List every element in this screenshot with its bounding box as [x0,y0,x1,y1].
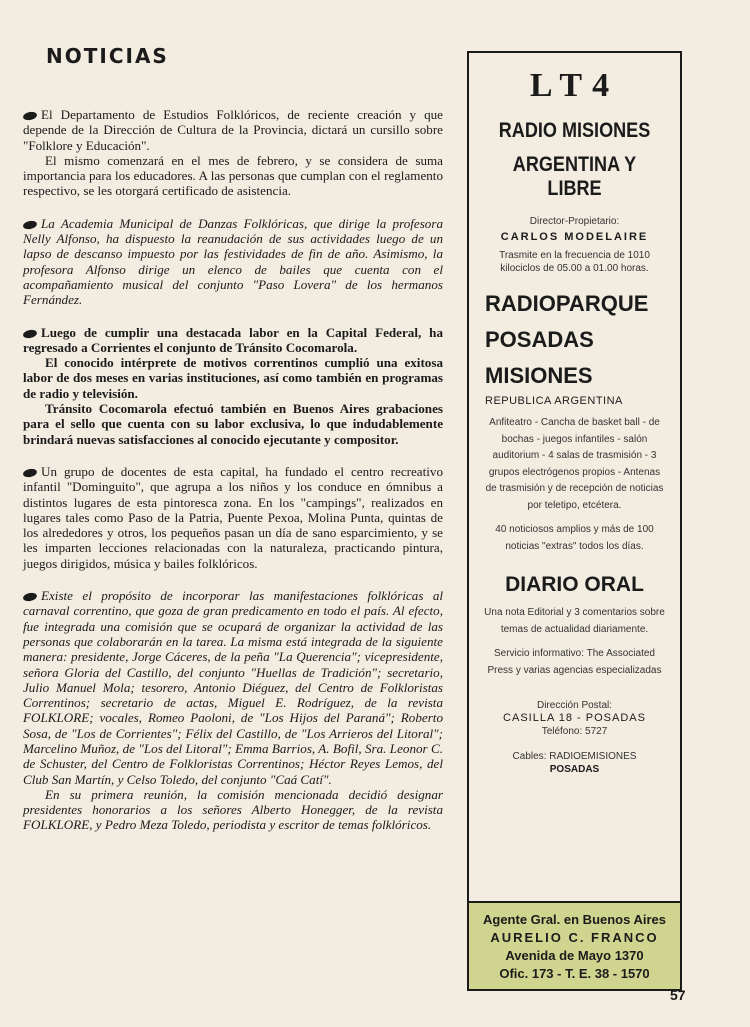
news-item-cocomarola [23,325,443,447]
news-item-dominguito [23,464,443,571]
radioparque-province: MISIONES [485,363,593,388]
news-count-text: 40 noticiosos amplios y más de 100 noticias "extras" todos los días. [495,524,654,552]
agent-address: Avenida de Mayo 1370 [505,948,644,963]
bullet-icon [22,468,37,479]
station-slogan: ARGENTINA Y LIBRE [512,153,637,200]
facilities-text: Anfiteatro - Cancha de basket ball - de bochas - juegos infantiles - salón auditorium - 4 salas de trasmisión - 3 grupos electrógenos propios - Antenas de trasmisión y de recepción de noticias por teletipo, etcétera. [485,417,664,511]
agent-banner [469,901,680,989]
section-title: NOTICIAS [46,44,169,68]
postal-label: Dirección Postal: [536,700,613,711]
director-label: Director-Propietario: [529,216,620,227]
diario-oral-title: DIARIO ORAL [505,573,644,596]
news-paragraph: Luego de cumplir una destacada labor en la Capital Federal, ha regresado a Corrientes el conjunto de Tránsito Cocomarola. [23,324,443,355]
transmission-info: Trasmite en la frecuencia de 1010 kilociclos de 05.00 a 01.00 horas. [499,250,650,274]
phone-number: Teléfono: 5727 [541,726,608,737]
news-paragraph: La Academia Municipal de Danzas Folklóricas, que dirige la profesora Nelly Alfonso, ha dispuesto la reanudación de sus actividades luego de un lapso de descanso impuesto por las festividades de fin de año. Asimismo, la profesora Alfonso dirige un elenco de bailes que cuenta con el acompañamiento musical del conjunto "Paso Lovera" de los hermanos Fernández. [23,215,443,308]
radioparque-city: POSADAS [485,327,594,352]
cables-city: POSADAS [549,764,600,775]
service-text: Servicio informativo: The Associated Press y varias agencias especializadas [487,648,662,676]
news-paragraph: El Departamento de Estudios Folklóricos, de reciente creación y que depende de la Dirección de Cultura de la Provincia, dictará un cursillo sobre "Folklore y Educación". [23,107,443,153]
news-item-carnival-commission [23,588,443,833]
agent-name: AURELIO C. FRANCO [490,930,659,945]
station-callsign: LT4 [529,67,620,104]
bullet-icon [22,111,37,122]
country-label: REPUBLICA ARGENTINA [485,395,623,407]
news-paragraph: El mismo comenzará en el mes de febrero, y se considera de suma importancia para los educadores. A las personas que cumplan con el reglamento respectivo, se les otorgará certificado de asistencia. [23,152,443,199]
news-column [23,107,443,850]
news-item-dance-academy [23,216,443,308]
bullet-icon [22,219,37,230]
editorial-text: Una nota Editorial y 3 comentarios sobre temas de actualidad diariamente. [484,607,665,635]
news-paragraph: El conocido intérprete de motivos correntinos cumplió una exitosa labor de dos meses en varias instituciones, así como también en programas de radio y televisión. [23,355,443,401]
bullet-icon [22,328,37,339]
news-paragraph: Existe el propósito de incorporar las manifestaciones folklóricas al carnaval correntino, que goza de gran predicamento en todo el país. Al efecto, fue integrada una comisión que se ocupará de organizar la actividad de las personas que colaborarán en la tarea. La misma está integrada de la siguiente manera: presidente, Jorge Cáceres, de la peña "La Querencia"; vicepresidente, señora Gloria del Castillo, del conjunto "Huellas de Tradición"; secretario, Julio Manuel Mola; tesorero, Antonio Diéguez, del Centro de Folkloristas Correntinos; secretario de actas, Miguel E. Rodríguez, de la revista FOLKLORE; vocales, Romeo Paoloni, de "Los Hijos del Paraná"; Roberto Sosa, de "Los de Corrientes"; Félix del Castillo, de "Los Arrieros del Litoral"; Marcelino Muñoz, de "Los del Litoral"; Emma Barrios, A. Bofil, Sra. Leonor C. de Schuster, del Centro de Folkloristas Correntinos; Héctor Reyes Lemos, del Club San Martín, y Celso Toledo, del conjunto "Caá Catí". [23,588,443,787]
page-number: 57 [670,987,686,1003]
station-name: RADIO MISIONES [498,119,651,142]
agent-office: Ofic. 173 - T. E. 38 - 1570 [499,966,650,981]
cables-label: Cables: RADIOEMISIONES [512,751,637,762]
bullet-icon [22,592,37,603]
news-item-folklore-course [23,107,443,199]
news-paragraph: Tránsito Cocomarola efectuó también en Buenos Aires grabaciones para el sello que cuenta con su labor exclusiva, lo que indudablemente brindará nuevas satisfacciones al conocido ejecutante y compositor. [23,401,443,447]
news-paragraph: Un grupo de docentes de esta capital, ha fundado el centro recreativo infantil "Dominguito", que agrupa a los niños y los conduce en ómnibus a distintos lugares de esta pintoresca zona. En los "campings", realizados en lugares tales como Paso de la Patria, Puente Pexoa, Molina Punta, quintas de los alrededores y otros, los pequeños pasan un día de sano esparcimiento, y se les imparten lecciones relacionadas con la naturaleza, practicando pintura, juegos dirigidos, música y bailes folklóricos. [23,463,443,571]
director-name: CARLOS MODELAIRE [500,231,649,243]
radioparque-title: RADIOPARQUE [485,291,649,316]
agent-title: Agente Gral. en Buenos Aires [482,912,666,927]
radio-advertisement [467,51,682,991]
news-paragraph: En su primera reunión, la comisión mencionada decidió designar presidentes honorarios a los señores Alberto Honegger, de la revista FOLKLORE, y Pedro Meza Toledo, periodista y escritor de temas folklóricos. [23,786,443,833]
postal-address: CASILLA 18 - POSADAS [503,712,646,724]
